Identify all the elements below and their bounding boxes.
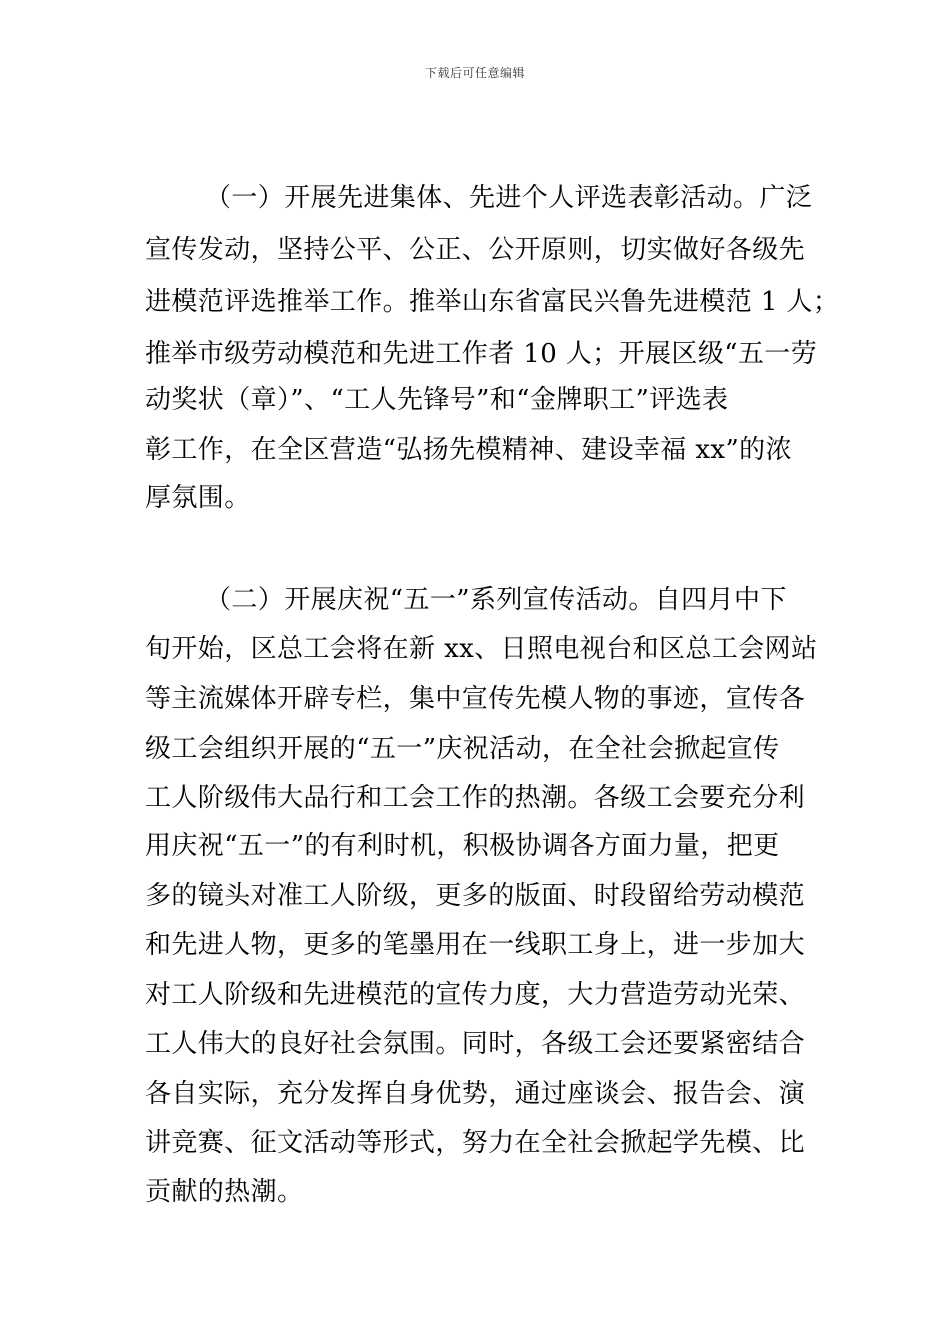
paragraph-line: 旬开始，区总工会将在新 xx、日照电视台和区总工会网站 xyxy=(145,634,818,664)
paragraph-line: （一）开展先进集体、先进个人评选表彰活动。广泛 xyxy=(205,183,813,213)
paragraph-line: 级工会组织开展的“五一”庆祝活动，在全社会掀起宣传 xyxy=(145,734,780,764)
paragraph-line: 工人阶级伟大品行和工会工作的热潮。各级工会要充分利 xyxy=(145,783,806,813)
paragraph-line: 对工人阶级和先进模范的宣传力度，大力营造劳动光荣、 xyxy=(145,980,806,1010)
paragraph-line: 多的镜头对准工人阶级，更多的版面、时段留给劳动模范 xyxy=(145,881,806,911)
paragraph-line: （二）开展庆祝“五一”系列宣传活动。自四月中下 xyxy=(205,585,787,615)
paragraph-line: 厚氛围。 xyxy=(145,483,251,513)
paragraph-line: 和先进人物，更多的笔墨用在一线职工身上，进一步加大 xyxy=(145,930,806,960)
paragraph-line: 用庆祝“五一”的有利时机，积极协调各方面力量，把更 xyxy=(145,831,780,861)
paragraph-line: 贡献的热潮。 xyxy=(145,1177,304,1207)
paragraph-line: 进模范评选推举工作。推举山东省富民兴鲁先进模范 1 人； xyxy=(145,287,840,317)
paragraph-line: 工人伟大的良好社会氛围。同时，各级工会还要紧密结合 xyxy=(145,1029,806,1059)
paragraph-line: 彰工作，在全区营造“弘扬先模精神、建设幸福 xx”的浓 xyxy=(145,435,792,465)
download-note: 下载后可任意编辑 xyxy=(424,66,525,80)
paragraph-line: 推举市级劳动模范和先进工作者 10 人；开展区级“五一劳 xyxy=(145,339,818,369)
paragraph-line: 讲竞赛、征文活动等形式，努力在全社会掀起学先模、比 xyxy=(145,1128,806,1158)
paragraph-line: 等主流媒体开辟专栏，集中宣传先模人物的事迹，宣传各 xyxy=(145,684,806,714)
paragraph-line: 各自实际，充分发挥自身优势，通过座谈会、报告会、演 xyxy=(145,1079,806,1109)
paragraph-line: 动奖状（章）”、“工人先锋号”和“金牌职工”评选表 xyxy=(145,385,729,415)
paragraph-line: 宣传发动，坚持公平、公正、公开原则，切实做好各级先 xyxy=(145,235,806,265)
